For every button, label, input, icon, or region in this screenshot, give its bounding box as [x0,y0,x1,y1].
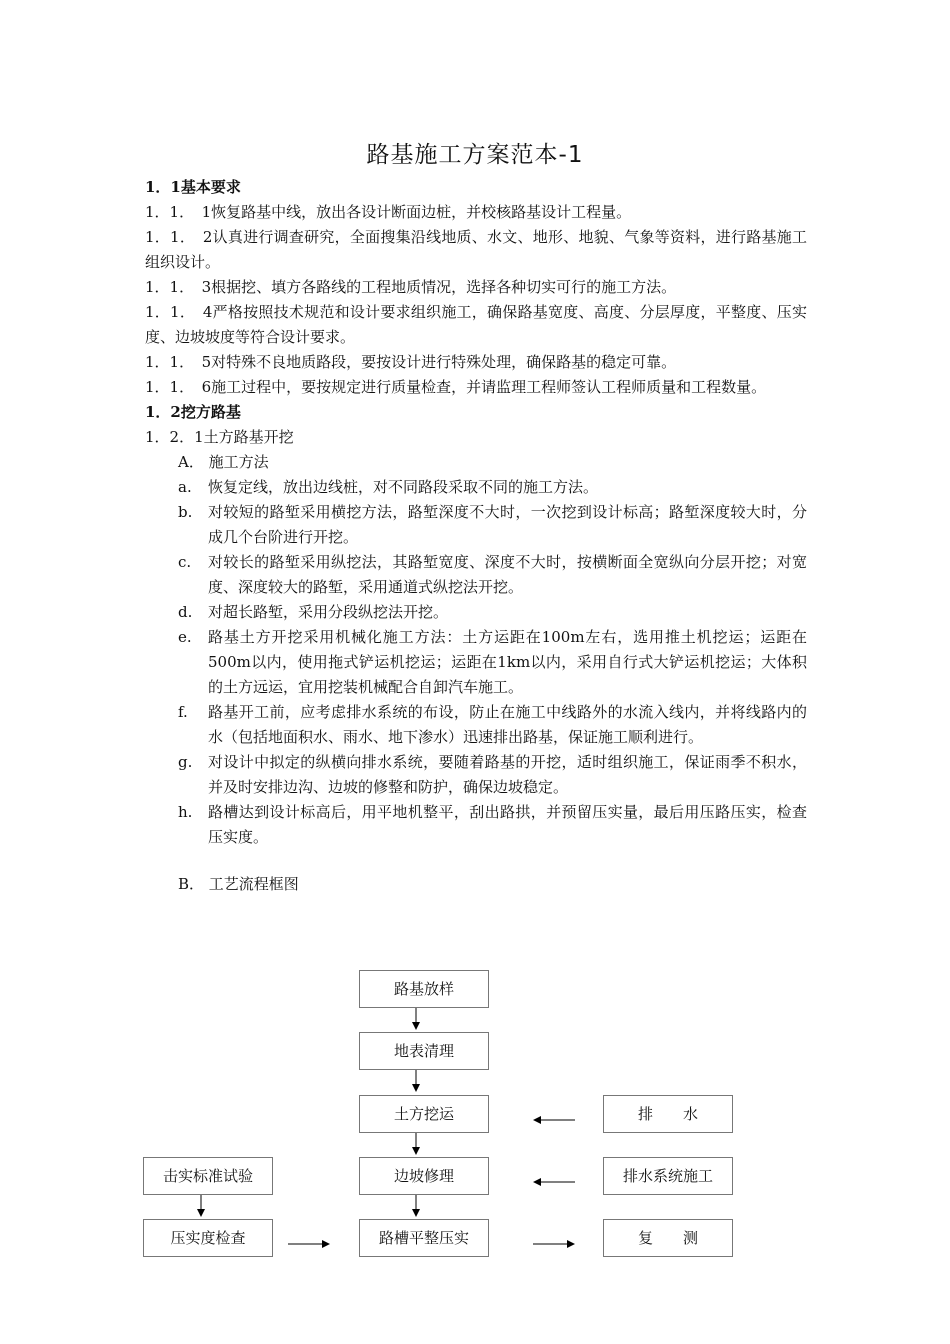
list-text: 对较长的路堑采用纵挖法，其路堑宽度、深度不大时，按横断面全宽纵向分层开挖；对宽度、深度较大的路堑，采用通道式纵挖法开挖。 [208,553,807,596]
list-text: 路基开工前，应考虑排水系统的布设，防止在施工中线路外的水流入线内，并将线路内的水（包括地面积水、雨水、地下渗水）迅速排出路基，保证施工顺利进行。 [208,703,807,746]
flow-compaction-test: 击实标准试验 [143,1157,273,1195]
document-title: 路基施工方案范本-1 [366,142,584,168]
paragraph: 1．1． 5对特殊不良地质路段，要按设计进行特殊处理，确保路基的稳定可靠。 [145,353,677,371]
list-letter: g. [178,753,193,771]
flow-drainage-system: 排水系统施工 [603,1157,733,1195]
paragraph: 1．1． 4严格按照技术规范和设计要求组织施工，确保路基宽度、高度、分层厚度，平整度、压实度、边坡坡度等符合设计要求。 [145,303,807,346]
list-text: 恢复定线，放出边线桩，对不同路段采取不同的施工方法。 [208,478,599,496]
flow-step-clearing: 地表清理 [359,1032,489,1070]
list-letter: b. [178,503,193,521]
flow-step-survey: 路基放样 [359,970,489,1008]
list-text: 路槽达到设计标高后，用平地机整平，刮出路拱，并预留压实量，最后用压路压实，检查压实度。 [208,803,807,846]
flow-step-excavation: 土方挖运 [359,1095,489,1133]
list-text: 对较短的路堑采用横挖方法，路堑深度不大时，一次挖到设计标高；路堑深度较大时，分成几个台阶进行开挖。 [208,503,807,546]
section-heading: 1．1基本要求 [145,178,241,196]
subheading-a: A． 施工方法 [178,453,269,471]
paragraph: 1．1． 2认真进行调查研究，全面搜集沿线地质、水文、地形、地貌、气象等资料，进行路基施工组织设计。 [145,228,807,271]
list-text: 路基土方开挖采用机械化施工方法：土方运距在100m左右，选用推土机挖运；运距在500m以内，使用拖式铲运机挖运；运距在1km以内，采用自行式大铲运机挖运；大体积的土方远运，宜用挖装机械配合自卸汽车施工。 [208,628,807,696]
list-letter: d. [178,603,193,621]
paragraph: 1．1． 3根据挖、填方各路线的工程地质情况，选择各种切实可行的施工方法。 [145,278,677,296]
flow-drainage: 排 水 [603,1095,733,1133]
flow-resurvey: 复 测 [603,1219,733,1257]
list-letter: f. [178,703,188,721]
subheading-b: B． 工艺流程框图 [178,875,299,893]
list-letter: a. [178,478,192,496]
list-text: 对设计中拟定的纵横向排水系统，要随着路基的开挖，适时组织施工，保证雨季不积水，并及时安排边沟、边坡的修整和防护，确保边坡稳定。 [208,753,807,796]
subsection-heading: 1．2．1土方路基开挖 [145,428,294,446]
paragraph: 1．1． 6施工过程中，要按规定进行质量检查，并请监理工程师签认工程师质量和工程数量。 [145,378,767,396]
section-heading: 1．2挖方路基 [145,403,241,421]
list-letter: e. [178,628,192,646]
list-letter: c. [178,553,192,571]
list-letter: h. [178,803,193,821]
flow-density-check: 压实度检查 [143,1219,273,1257]
paragraph: 1．1． 1恢复路基中线，放出各设计断面边桩，并校核路基设计工程量。 [145,203,632,221]
flow-step-compaction: 路槽平整压实 [359,1219,489,1257]
flow-step-slope-trim: 边坡修理 [359,1157,489,1195]
list-text: 对超长路堑，采用分段纵挖法开挖。 [208,603,449,621]
